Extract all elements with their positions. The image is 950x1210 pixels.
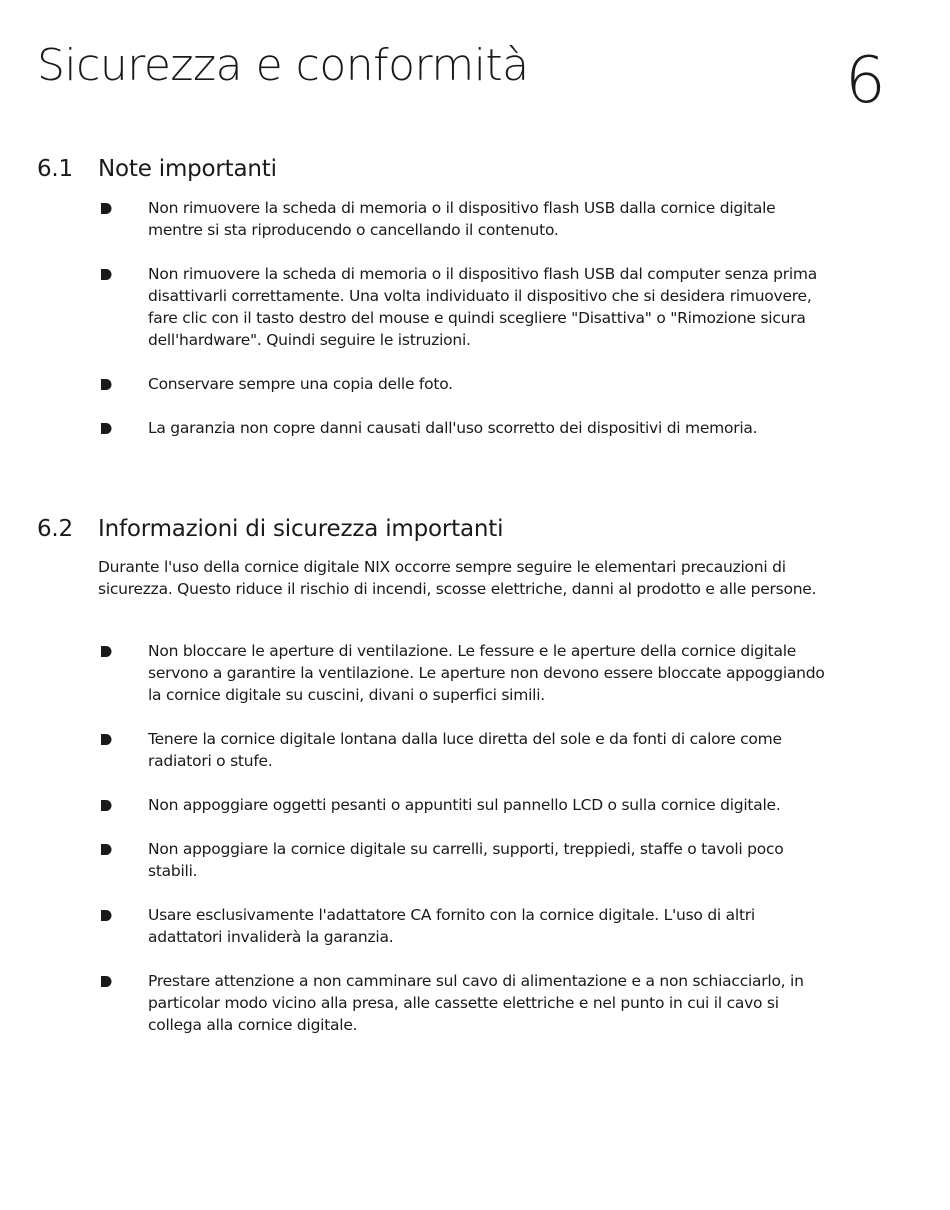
list-item-text: Conservare sempre una copia delle foto. [148,375,453,393]
list-item-text: Usare esclusivamente l'adattatore CA fornito con la cornice digitale. L'uso di altri adattatori invaliderà la garanzia. [148,906,755,946]
d-shaped-bullet-icon [100,975,113,988]
d-shaped-bullet-icon [100,422,113,435]
section-number: 6.1 [37,156,73,182]
list-item-text: Prestare attenzione a non camminare sul cavo di alimentazione e a non schiacciarlo, in particolar modo vicino alla presa, alle cassette elettriche e nel punto in cui il cavo si collega alla cornice digitale. [148,972,804,1034]
d-shaped-bullet-icon [100,268,113,281]
section-title: Note importanti [98,156,277,182]
section-title: Informazioni di sicurezza importanti [98,516,504,542]
list-item [98,373,838,395]
d-shaped-bullet-icon [100,378,113,391]
list-item [98,640,838,706]
section-heading-note-importanti [37,154,277,184]
list-item [98,263,838,351]
list-item [98,904,838,948]
list-item-text: Non rimuovere la scheda di memoria o il dispositivo flash USB dalla cornice digitale mentre si sta riproducendo o cancellando il contenuto. [148,199,776,239]
list-item-text: Non appoggiare la cornice digitale su carrelli, supporti, treppiedi, staffe o tavoli poco stabili. [148,840,784,880]
list-item [98,728,838,772]
bullet-list-informazioni-sicurezza [98,640,838,1058]
section-number: 6.2 [37,516,73,542]
list-item [98,197,838,241]
list-item [98,970,838,1036]
list-item-text: Non appoggiare oggetti pesanti o appuntiti sul pannello LCD o sulla cornice digitale. [148,796,781,814]
section-intro-paragraph: Durante l'uso della cornice digitale NIX occorre sempre seguire le elementari precauzioni di sicurezza. Questo riduce il rischio di incendi, scosse elettriche, danni al prodotto e alle persone. [98,558,817,598]
d-shaped-bullet-icon [100,843,113,856]
d-shaped-bullet-icon [100,733,113,746]
list-item [98,838,838,882]
section-heading-informazioni-sicurezza [37,514,503,544]
chapter-number: 6 [845,44,886,118]
chapter-title: Sicurezza e conformità [37,40,529,91]
list-item-text: La garanzia non copre danni causati dall'uso scorretto dei dispositivi di memoria. [148,419,758,437]
list-item-text: Non bloccare le aperture di ventilazione. Le fessure e le aperture della cornice digitale servono a garantire la ventilazione. Le aperture non devono essere bloccate appoggiando la cornice digitale su cuscini, divani o superfici simili. [148,642,825,704]
list-item-text: Tenere la cornice digitale lontana dalla luce diretta del sole e da fonti di calore come radiatori o stufe. [148,730,782,770]
d-shaped-bullet-icon [100,645,113,658]
bullet-list-note-importanti [98,197,838,461]
list-item-text: Non rimuovere la scheda di memoria o il dispositivo flash USB dal computer senza prima disattivarli correttamente. Una volta individuato il dispositivo che si desidera rimuovere, fare clic con il tasto destro del mouse e quindi scegliere "Disattiva" o "Rimozione sicura dell'hardware". Quindi seguire le istruzioni. [148,265,817,349]
list-item [98,794,838,816]
d-shaped-bullet-icon [100,202,113,215]
d-shaped-bullet-icon [100,799,113,812]
d-shaped-bullet-icon [100,909,113,922]
list-item [98,417,838,439]
